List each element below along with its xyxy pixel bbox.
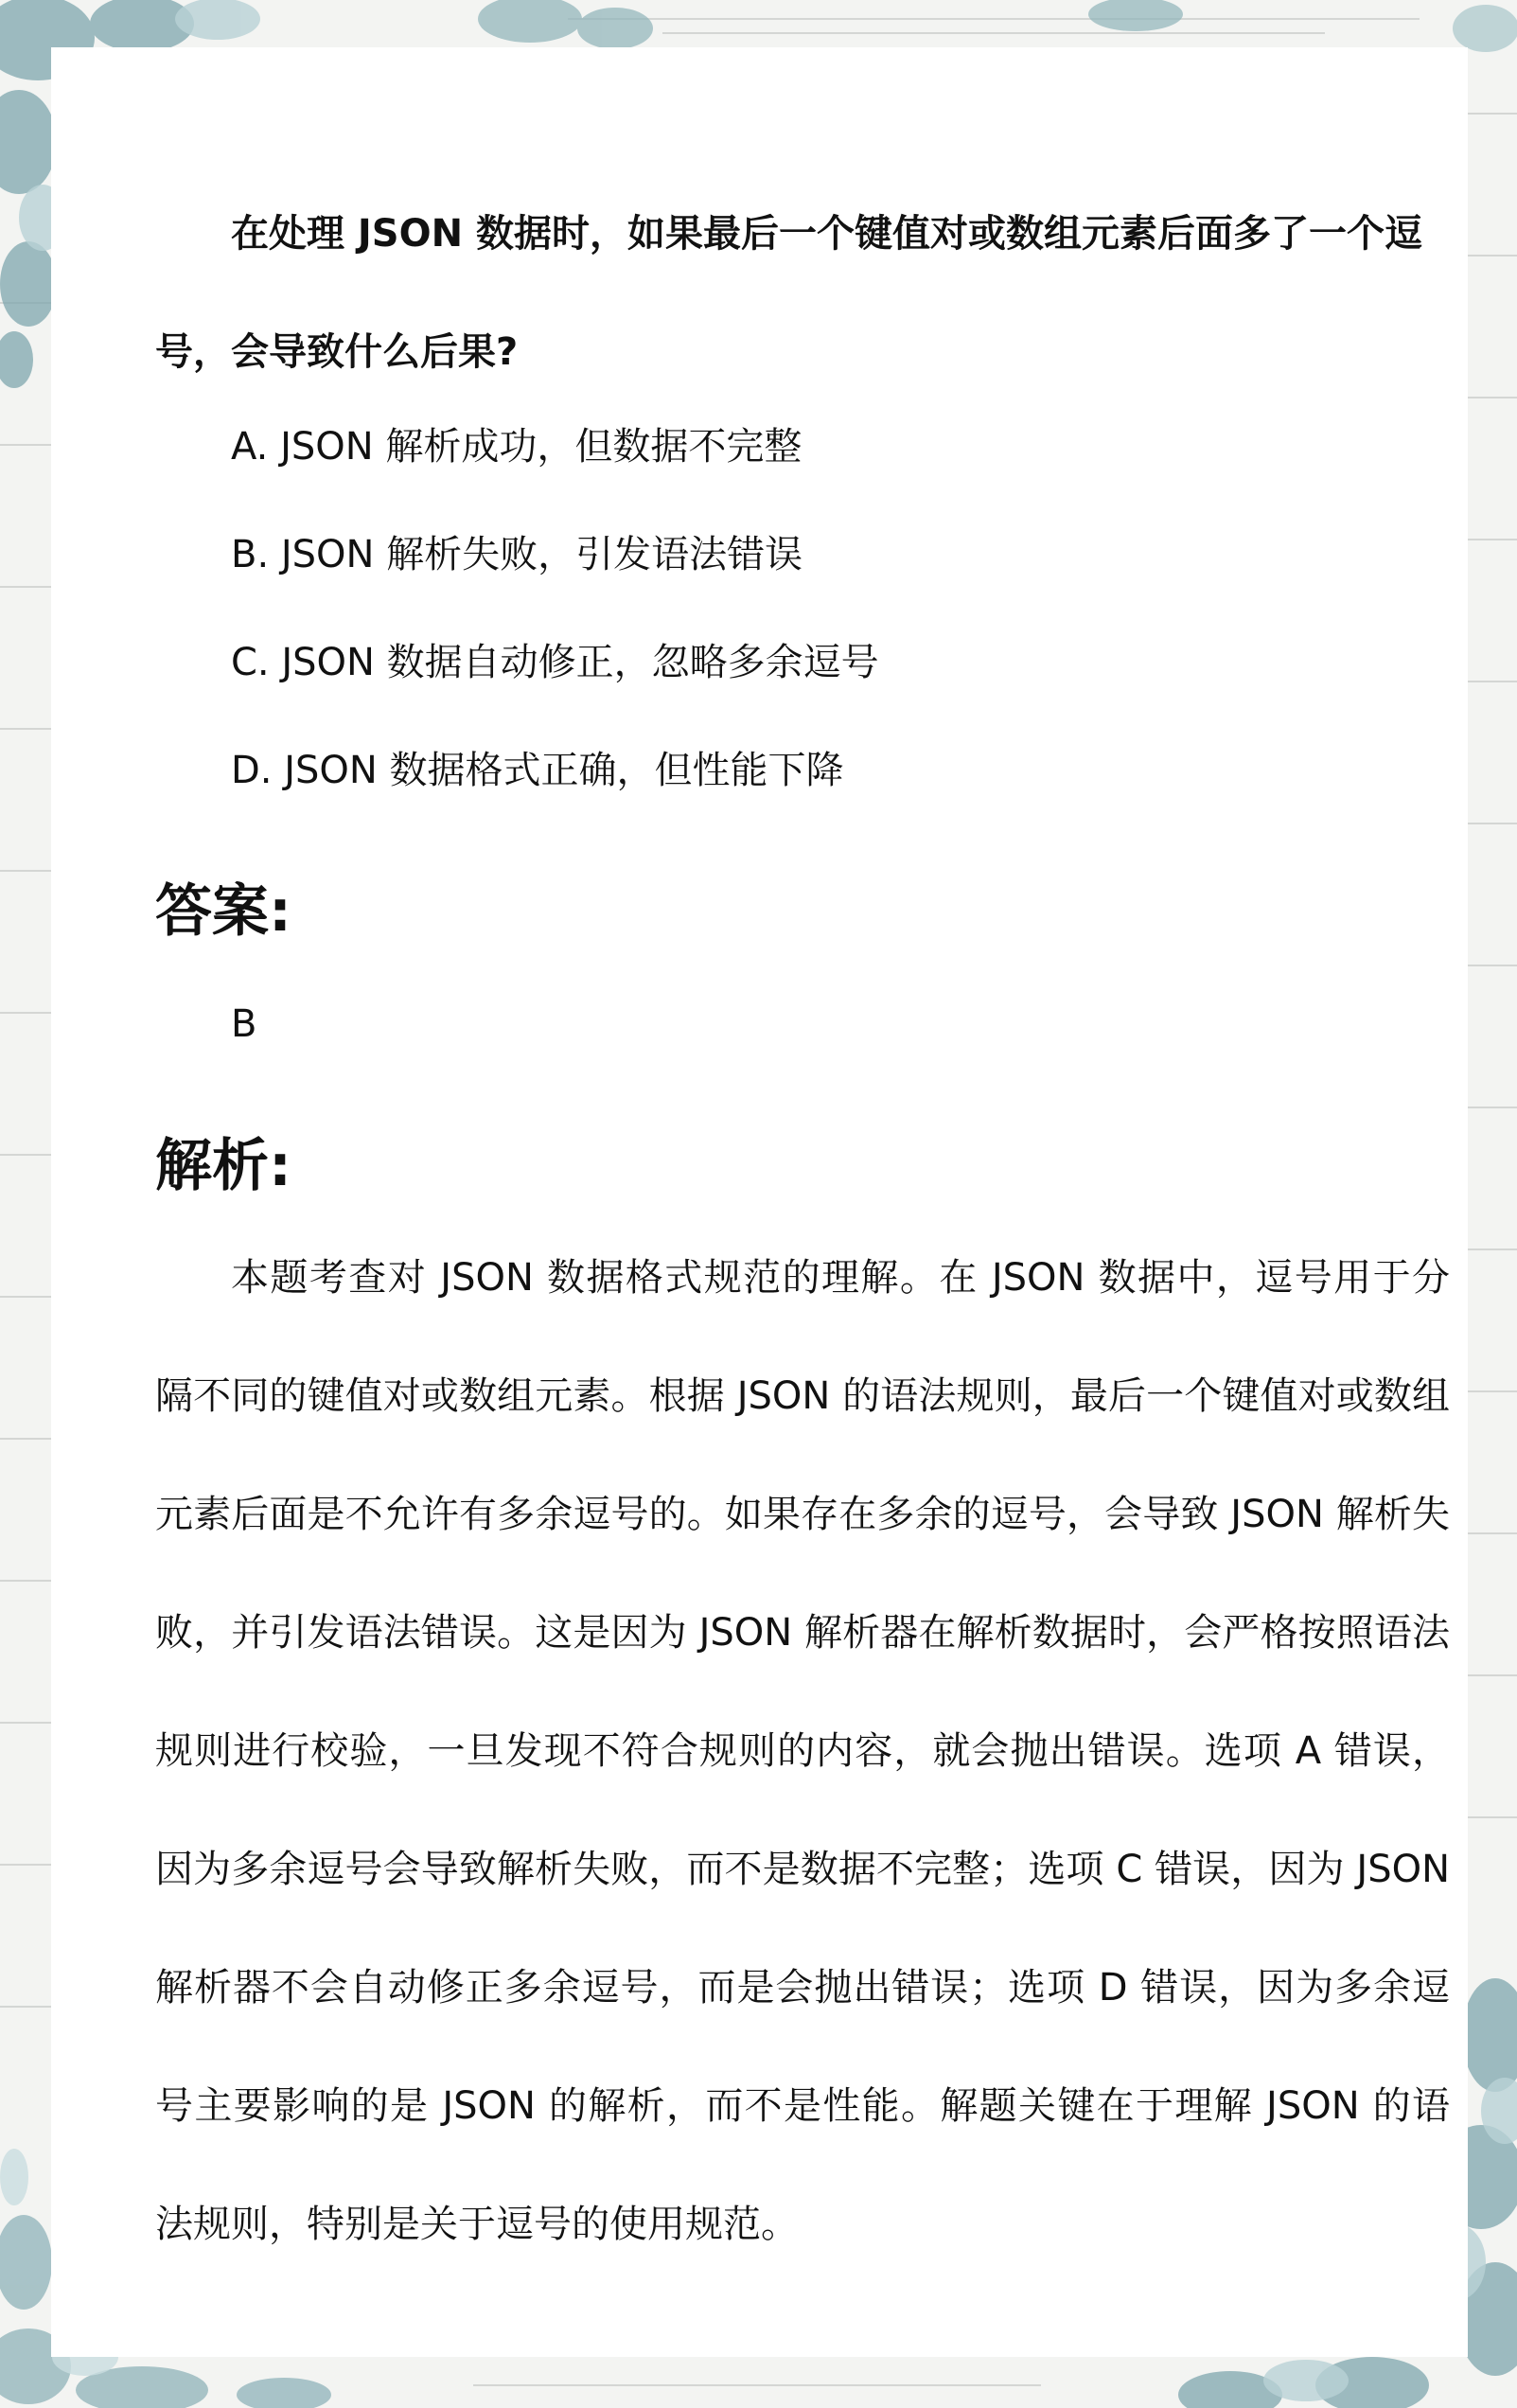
option-a: A. JSON 解析成功，但数据不完整 [231,425,803,469]
option-d: D. JSON 数据格式正确，但性能下降 [231,749,844,792]
question-text: 在处理 JSON 数据时，如果最后一个键值对或数组元素后面多了一个逗号，会导致什么后果? [155,212,1423,374]
answer-value: B [231,1002,257,1046]
option-b: B. JSON 解析失败，引发语法错误 [231,533,803,576]
analysis-heading: 解析: [155,1133,291,1199]
option-c: C. JSON 数据自动修正，忽略多余逗号 [231,641,879,684]
answer-heading: 答案: [155,878,291,945]
document-sheet [51,47,1468,2357]
analysis-text: 本题考查对 JSON 数据格式规范的理解。在 JSON 数据中，逗号用于分隔不同的键值对或数组元素。根据 JSON 的语法规则，最后一个键值对或数组元素后面是不允许有多余逗号的。如果存在多余的逗号，会导致 JSON 解析失败，并引发语法错误。这是因为 JSON 解析器在解析数据时，会严格按照语法规则进行校验，一旦发现不符合规则的内容，就会抛出错误。选项 A 错误，因为多余逗号会导致解析失败，而不是数据不完整；选项 C 错误，因为 JSON 解析器不会自动修正多余逗号，而是会抛出错误；选项 D 错误，因为多余逗号主要影响的是 JSON 的解析，而不是性能。解题关键在于理解 JSON 的语法规则，特别是关于逗号的使用规范。 [155,1256,1450,2246]
